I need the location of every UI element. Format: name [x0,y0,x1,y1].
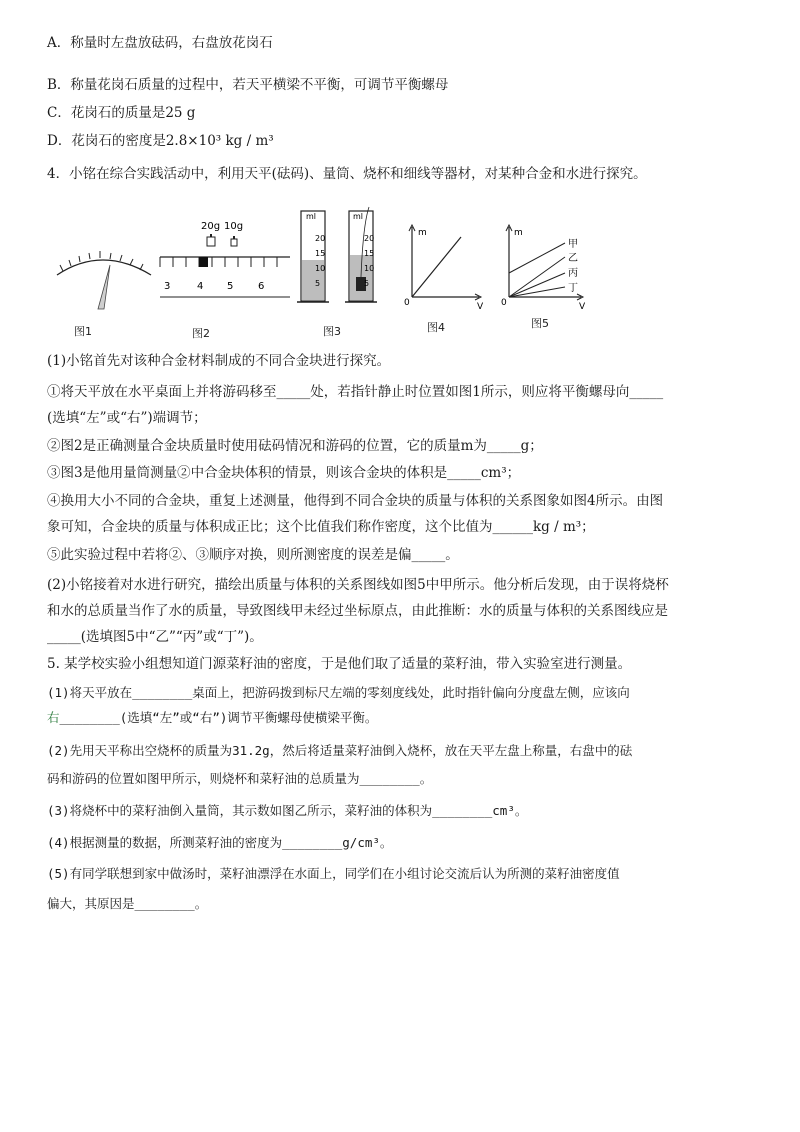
weight-20g-icon [207,237,215,246]
fig3-tick-10-right: 10 [364,264,375,273]
q4-step1: ①将天平放在水平桌面上并将游码移至_____处，若指针静止时位置如图1所示，则应将平衡螺母向_____ [47,384,664,400]
caption-fig2: 图2 [192,327,210,340]
fig2-scale [160,221,290,297]
option-a: A．称量时左盘放砝码，右盘放花岗石 [47,35,273,51]
fig4-ylabel: m [418,228,427,238]
q4-step4-cont: 象可知，合金块的质量与体积成正比；这个比值我们称作密度，这个比值为______kg / m³； [47,519,595,535]
option-d: D．花岗石的密度是2.8×10³ kg / m³ [47,133,274,149]
fig3-unit-left: ml [306,212,317,221]
q5-item2-cont: 码和游码的位置如图甲所示，则烧杯和菜籽油的总质量为________。 [47,771,433,786]
q5-item5-cont: 偏大，其原因是________。 [47,896,208,911]
fig5-origin: 0 [501,298,507,308]
fig3-cylinders [297,207,377,302]
fig3-tick-20-right: 20 [364,234,375,243]
fig4-graph [404,225,484,312]
fig3-tick-15-right: 15 [364,249,375,258]
fig1-needle [98,265,110,309]
q4-step1-cont: (选填“左”或“右”)端调节； [47,410,207,426]
q5-item1: (1)将天平放在________桌面上，把游码拨到标尺左端的零刻度线处，此时指针偏向分度盘左侧，应该向 [47,685,630,700]
q5-item3: (3)将烧杯中的菜籽油倒入量筒，其示数如图乙所示，菜籽油的体积为________cm³。 [47,803,528,818]
q5-item1-cont [47,708,377,728]
q4-figures [47,205,667,345]
fig3-tick-5-left: 5 [315,279,321,288]
q4-stem: 4．小铭在综合实践活动中，利用天平(砝码)、量筒、烧杯和细线等器材，对某种合金和水进行探究。 [47,166,647,182]
fig2-tick-3: 3 [164,281,171,292]
fig5-label-ding: 丁 [568,283,578,294]
rider-icon [199,257,208,267]
caption-fig4: 图4 [427,321,445,334]
q4-step3: ③图3是他用量筒测量②中合金块体积的情景，则该合金块的体积是_____cm³； [47,465,521,481]
q5-item1-rest: ________(选填“左”或“右”)调节平衡螺母使横梁平衡。 [59,710,378,725]
fig1-dial [57,251,151,309]
weight-10g-icon [231,239,237,246]
fig5-label-bing: 丙 [568,268,578,279]
q4-part2: (2)小铭接着对水进行研究，描绘出质量与体积的关系图线如图5中甲所示。他分析后发现，由于误将烧杯 [47,577,669,593]
fig3-tick-15-left: 15 [315,249,326,258]
fig3-tick-5-right: 5 [364,279,370,288]
q4-step4: ④换用大小不同的合金块，重复上述测量，他得到不同合金块的质量与体积的关系图象如图4所示。由图 [47,493,664,509]
q5-answer-right: 右 [47,710,60,725]
q4-part2-end: _____(选填图5中“乙”“丙”或“丁”)。 [47,629,263,645]
q4-part1-intro: (1)小铭首先对该种合金材料制成的不同合金块进行探究。 [47,353,391,369]
fig5-label-jia: 甲 [568,239,578,250]
fig5-graph [501,225,586,312]
figure-strip [47,205,667,345]
q5-item4: (4)根据测量的数据，所测菜籽油的密度为________g/cm³。 [47,835,393,850]
fig3-unit-right: ml [353,212,364,221]
fig2-tick-5: 5 [227,281,234,292]
q5-stem: 5. 某学校实验小组想知道门源菜籽油的密度，于是他们取了适量的菜籽油，带入实验室进行测量。 [47,656,632,672]
caption-fig1: 图1 [74,325,92,338]
q4-part2-cont: 和水的总质量当作了水的质量，导致图线甲未经过坐标原点，由此推断：水的质量与体积的关系图线应是 [47,603,668,619]
fig5-label-yi: 乙 [568,253,578,264]
weight-label-20g: 20g [201,221,221,232]
caption-fig3: 图3 [323,325,341,338]
fig4-origin: 0 [404,298,410,308]
option-c: C．花岗石的质量是25 g [47,105,196,121]
option-b: B．称量花岗石质量的过程中，若天平横梁不平衡，可调节平衡螺母 [47,77,449,93]
fig3-tick-10-left: 10 [315,264,326,273]
fig4-xlabel: V [477,302,484,312]
q5-item2: (2)先用天平称出空烧杯的质量为31.2g，然后将适量菜籽油倒入烧杯，放在天平左盘上称量，右盘中的砝 [47,743,633,758]
q4-step5: ⑤此实验过程中若将②、③顺序对换，则所测密度的误差是偏_____。 [47,547,459,563]
caption-fig5: 图5 [531,317,549,330]
fig5-line-ding [509,287,565,297]
fig5-ylabel: m [514,228,523,238]
weight-label-10g: 10g [224,221,244,232]
fig3-tick-20-left: 20 [315,234,326,243]
q4-step2: ②图2是正确测量合金块质量时使用砝码情况和游码的位置，它的质量m为_____g； [47,438,543,454]
q5-item5: (5)有同学联想到家中做汤时，菜籽油漂浮在水面上，同学们在小组讨论交流后认为所测的菜籽油密度值 [47,866,620,881]
fig5-xlabel: V [579,302,586,312]
fig2-tick-6: 6 [258,281,265,292]
fig2-tick-4: 4 [197,281,204,292]
fig5-line-jia [509,243,565,273]
